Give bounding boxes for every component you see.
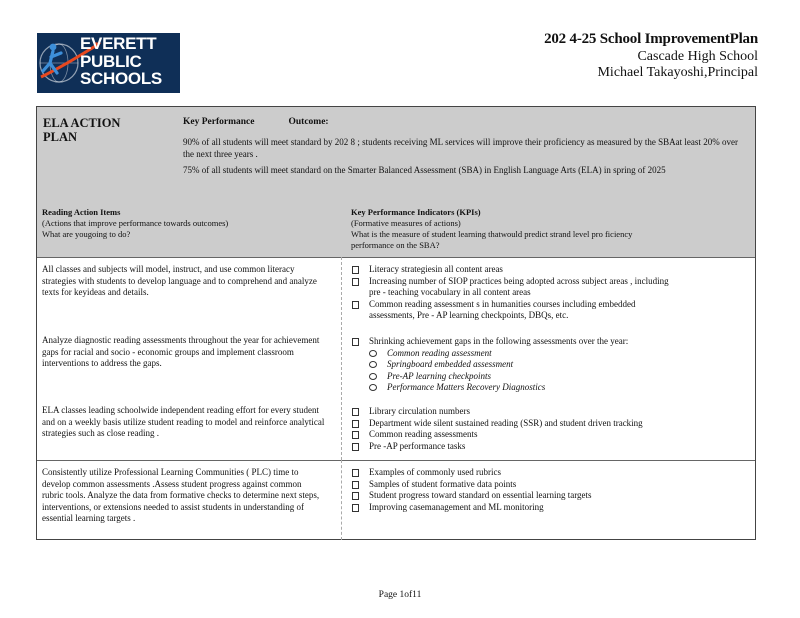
kpi-list-2 bbox=[352, 336, 628, 394]
left-head-line2: (Actions that improve performance towards outcomes) bbox=[42, 218, 229, 228]
square-bullet-icon bbox=[352, 492, 359, 500]
circle-bullet-icon bbox=[369, 361, 377, 368]
right-head-title: Key Performance Indicators (KPIs) bbox=[351, 207, 481, 217]
principal-name: Michael Takayoshi,Principal bbox=[597, 65, 758, 80]
action-item-4: Consistently utilize Professional Learning Communities ( PLC) time to develop common assessments .Assess student progress against common rubric tools. Analyze the data from formative checks to determine next steps, interventions, or extensions needed to assist students in understanding of essential learning targets . bbox=[42, 467, 320, 523]
list-item: Increasing number of SIOP practices being adopted across subject areas , including bbox=[352, 276, 669, 288]
logo-line-1: EVERETT bbox=[80, 34, 157, 53]
section-title bbox=[43, 116, 120, 144]
divider bbox=[37, 257, 755, 258]
right-head-line2: (Formative measures of actions) bbox=[351, 218, 461, 228]
section-title-line-2: PLAN bbox=[43, 130, 78, 144]
right-column-header bbox=[351, 207, 632, 251]
plan-title: 202 4-25 School ImprovementPlan bbox=[544, 31, 758, 47]
outcome-2: 75% of all students will meet standard on the Smarter Balanced Assessment (SBA) in English Language Arts (ELA) in spring of 2025 bbox=[183, 165, 666, 175]
school-name: Cascade High School bbox=[637, 49, 758, 64]
kpo-label-a: Key Performance bbox=[183, 117, 255, 127]
list-item: Common reading assessment bbox=[352, 348, 628, 360]
list-item: Samples of student formative data points bbox=[352, 479, 592, 491]
outcome-1: 90% of all students will meet standard by 202 8 ; students receiving ML services will improve their proficiency as measured by the SBAat least 20% over the next three years . bbox=[183, 137, 738, 159]
left-head-line3: What are yougoing to do? bbox=[42, 229, 131, 239]
action-item-1: All classes and subjects will model, instruct, and use common literacy strategies with students to develop language and to comprehend and analyze texts for keyideas and details. bbox=[42, 264, 317, 297]
list-item: Library circulation numbers bbox=[352, 406, 643, 418]
list-item: Examples of commonly used rubrics bbox=[352, 467, 592, 479]
column-divider bbox=[341, 257, 342, 460]
list-item: assessments, Pre - AP learning checkpoints, DBQs, etc. bbox=[369, 310, 569, 320]
square-bullet-icon bbox=[352, 469, 359, 477]
list-item: Springboard embedded assessment bbox=[352, 359, 628, 371]
list-item: Improving casemanagement and ML monitoring bbox=[352, 502, 592, 514]
list-item: Performance Matters Recovery Diagnostics bbox=[352, 382, 628, 394]
right-head-line4: performance on the SBA? bbox=[351, 240, 440, 250]
action-item-3: ELA classes leading schoolwide independent reading effort for every student and on a weekly basis utilize student reading to model and reinforce analytical strategies such as close reading . bbox=[42, 405, 325, 438]
logo-line-2: PUBLIC bbox=[80, 51, 142, 71]
square-bullet-icon bbox=[352, 504, 359, 512]
square-bullet-icon bbox=[352, 278, 359, 286]
square-bullet-icon bbox=[352, 443, 359, 451]
square-bullet-icon bbox=[352, 408, 359, 416]
square-bullet-icon bbox=[352, 338, 359, 346]
left-column-header bbox=[42, 207, 228, 240]
action-item-2: Analyze diagnostic reading assessments throughout the year for achievement gaps for racial and socio - economic groups and implement classroom interventions to address the gaps. bbox=[42, 335, 320, 368]
left-head-title: Reading Action Items bbox=[42, 207, 121, 217]
square-bullet-icon bbox=[352, 301, 359, 309]
square-bullet-icon bbox=[352, 266, 359, 274]
district-logo bbox=[37, 33, 180, 93]
list-item: Literacy strategiesin all content areas bbox=[352, 264, 669, 276]
ela-action-plan-table bbox=[36, 106, 756, 540]
section-title-line-1: ELA ACTION bbox=[43, 116, 121, 130]
square-bullet-icon bbox=[352, 481, 359, 489]
kpi-list-3 bbox=[352, 406, 643, 452]
list-item: Department wide silent sustained reading (SSR) and student driven tracking bbox=[352, 418, 643, 430]
circle-bullet-icon bbox=[369, 384, 377, 391]
list-item: Student progress toward standard on essential learning targets bbox=[352, 490, 592, 502]
square-bullet-icon bbox=[352, 431, 359, 439]
logo-line-3: SCHOOLS bbox=[80, 69, 162, 88]
column-divider bbox=[341, 460, 342, 540]
list-item: Common reading assessment s in humanities courses including embedded bbox=[352, 299, 669, 311]
kpi-list-1 bbox=[352, 264, 669, 322]
page-number: Page 1of11 bbox=[378, 590, 422, 600]
list-item: Common reading assessments bbox=[352, 429, 643, 441]
list-item: Pre -AP performance tasks bbox=[352, 441, 643, 453]
square-bullet-icon bbox=[352, 420, 359, 428]
list-item: pre - teaching vocabulary in all content areas bbox=[369, 287, 531, 297]
circle-bullet-icon bbox=[369, 350, 377, 357]
divider bbox=[37, 460, 755, 461]
list-item: Pre-AP learning checkpoints bbox=[352, 371, 628, 383]
kpi-list-4 bbox=[352, 467, 592, 513]
circle-bullet-icon bbox=[369, 373, 377, 380]
right-head-line3: What is the measure of student learning thatwould predict strand level pro ficiency bbox=[351, 229, 633, 239]
list-item: Shrinking achievement gaps in the following assessments over the year: bbox=[352, 336, 628, 348]
key-performance-outcome-label bbox=[183, 117, 329, 127]
kpo-label-b: Outcome: bbox=[288, 117, 329, 127]
